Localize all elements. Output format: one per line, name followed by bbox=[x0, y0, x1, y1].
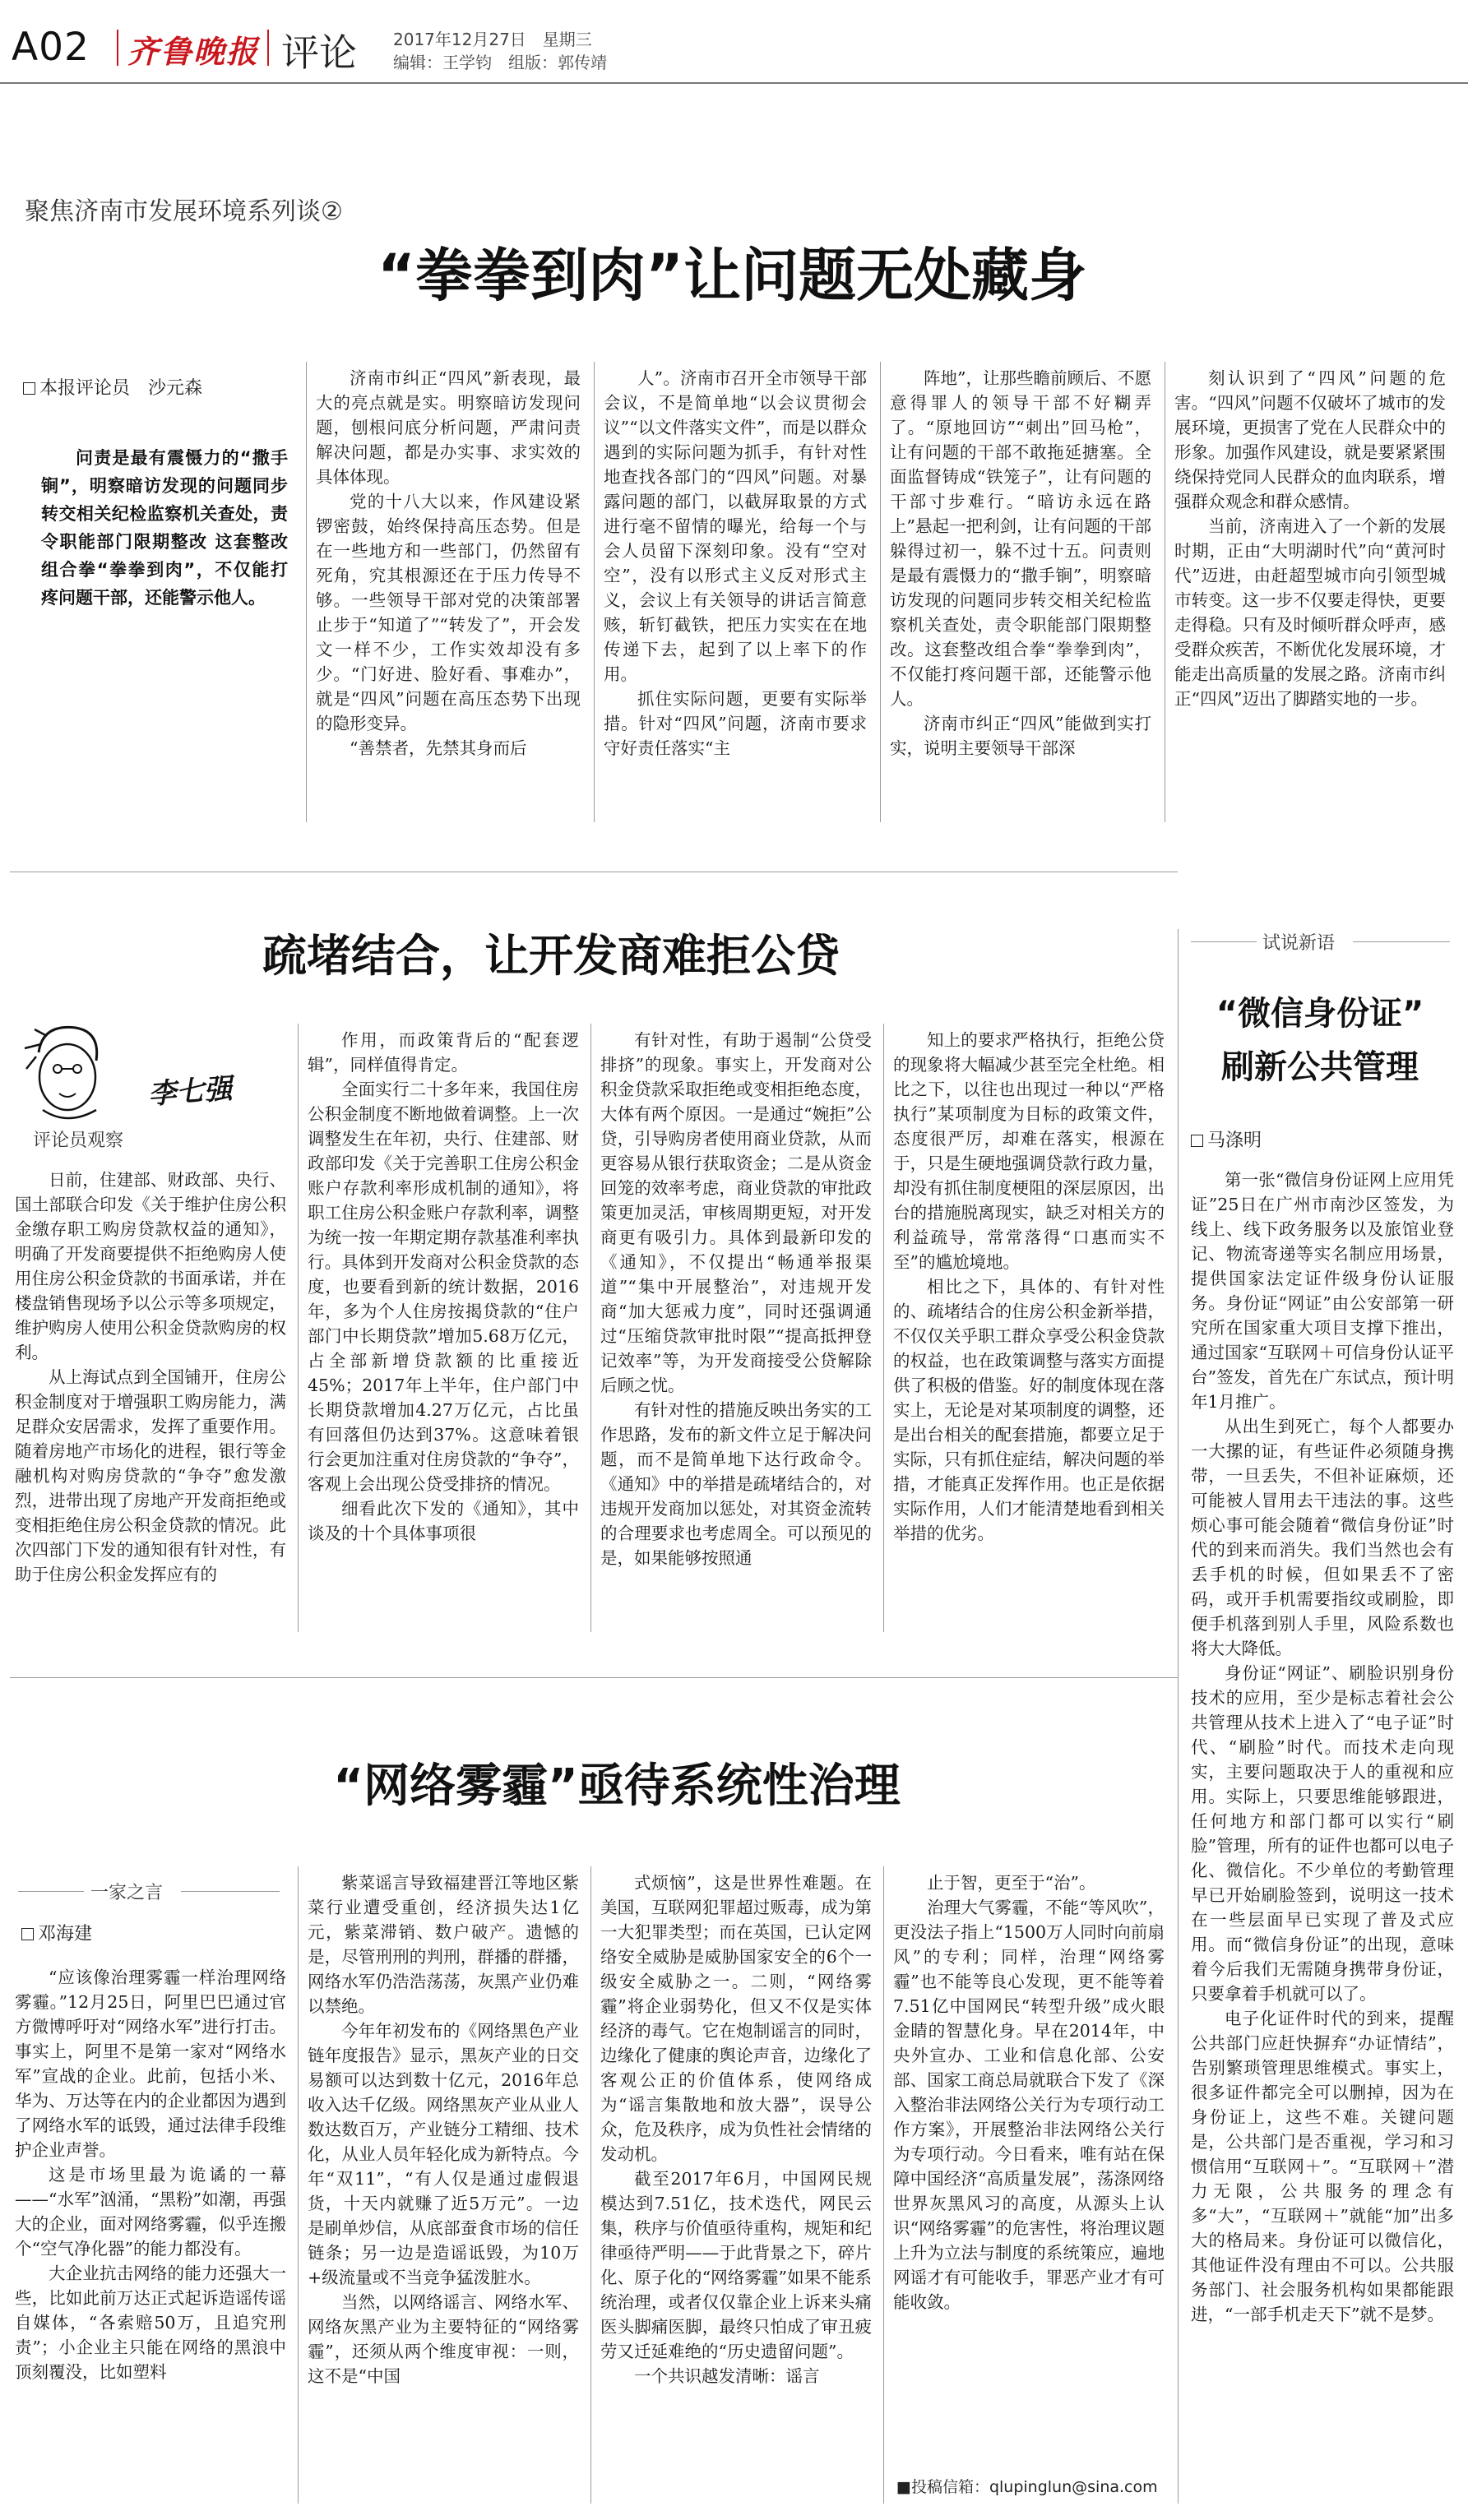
label-rule bbox=[181, 1891, 280, 1892]
paragraph: 济南市纠正“四风”新表现，最大的亮点就是实。明察暗访发现问题，刨根问底分析问题，严肃问责解决问题，都是办实事、求实效的具体体现。 bbox=[316, 368, 581, 487]
column-rule bbox=[1178, 929, 1179, 2504]
article4-byline: 马涤明 bbox=[1191, 1126, 1262, 1152]
column-rule bbox=[883, 1866, 884, 2504]
label-rule bbox=[1191, 941, 1257, 942]
article1-col4 bbox=[1174, 366, 1446, 822]
paragraph: 当前，济南进入了一个新的发展时期，正由“大明湖时代”向“黄河时代”迈进，由赶超型城市向引领型城市转变。这一步不仅要走得快，更要走得稳。只有及时倾听群众呼声，感受群众疾苦，不断优化发展环境，才能走出高质量的发展之路。济南市纠正“四风”迈出了脚踏实地的一步。 bbox=[1174, 516, 1446, 709]
paragraph: 紫菜谣言导致福建晋江等地区紫菜行业遭受重创，经济损失达1亿元，紫菜滞销、数户破产。遗憾的是，尽管刑刑的判刑，群播的群播，网络水军仍浩浩荡荡，灰黑产业仍难以禁绝。 bbox=[308, 1873, 579, 2016]
byline-box-icon bbox=[21, 1928, 34, 1940]
paragraph: 阵地”，让那些瞻前顾后、不愿意得罪人的领导干部不好糊弄了。“原地回访”“刺出”回马枪”，让有问题的干部不敢拖延搪塞。全面监督铸成“铁笼子”，让有问题的干部寸步难行。“暗访永远在路上”悬起一把利剑，让有问题的干部躲得过初一，躲不过十五。问责则是最有震慑力的“撒手锏”，明察暗访发现的问题同步转交相关纪检监察机关查处，责令职能部门限期整改。这套整改组合拳“拳拳到肉”，不仅能打疼问题干部，还能警示他人。 bbox=[890, 368, 1151, 709]
article2-headline: 疏堵结合，让开发商难拒公贷 bbox=[262, 930, 840, 982]
paragraph: 从上海试点到全国铺开，住房公积金制度对于增强职工购房能力，满足群众安居需求，发挥了重要作用。随着房地产市场化的进程，银行等金融机构对购房贷款的“争夺”愈发激烈，进带出现了房地产开发商拒绝或变相拒绝住房公积金贷款的情况。此次四部门下发的通知很有针对性，有助于住房公积金发挥应有的 bbox=[15, 1367, 286, 1584]
paragraph: 一个共识越发清晰：谣言 bbox=[634, 2366, 820, 2386]
byline-box-icon bbox=[23, 382, 35, 395]
article3-col2 bbox=[308, 1870, 579, 2504]
article1-byline: 本报评论员 沙元森 bbox=[23, 374, 202, 400]
paragraph: 抓住实际问题，更要有实际举措。针对“四风”问题，济南市要求守好责任落实“主 bbox=[604, 689, 867, 758]
article2-column-label: 评论员观察 bbox=[33, 1131, 124, 1151]
article2-col4 bbox=[893, 1028, 1165, 1632]
paragraph: 日前，住建部、财政部、央行、国土部联合印发《关于维护住房公积金缴存职工购房贷款权益的通知》，明确了开发商要提供不拒绝购房人使用住房公积金贷款的书面承诺，并在楼盘销售现场予以公示等多项规定，维护购房人使用公积金贷款购房的权利。 bbox=[15, 1170, 286, 1362]
cartoon-signature: 李七强 bbox=[146, 1072, 234, 1112]
article2-col3 bbox=[600, 1028, 872, 1632]
article3-headline: “网络雾霾”亟待系统性治理 bbox=[333, 1759, 901, 1813]
column-rule bbox=[298, 1866, 299, 2504]
column-rule bbox=[590, 1024, 591, 1632]
paragraph: 治理大气雾霾，不能“等风吹”，更没法子指上“1500万人同时向前扇风”的专利；同样，治理“网络雾霾”也不能等良心发现，更不能等着7.51亿中国网民“转型升级”成火眼金睛的智慧化身。早在2014年，中央外宣办、工业和信息化部、公安部、国家工商总局就联合下发了《深入整治非法网络公关行为专项行动工作方案》，开展整治非法网络公关行为专项行动。今日看来，唯有站在保障中国经济“高质量发展”，荡涤网络世界灰黑风习的高度，从源头上认识“网络雾霾”的危害性，将治理议题上升为立法与制度的系统策应，遍地网谣才有可能收手，罪恶产业才有可能收敛。 bbox=[893, 1898, 1165, 2312]
paragraph: 作用，而政策背后的“配套逻辑”，同样值得肯定。 bbox=[308, 1030, 579, 1075]
paragraph: 刻认识到了“四风”问题的危害。“四风”问题不仅破坏了城市的发展环境，更损害了党在人民群众中的形象。加强作风建设，就是要紧紧围绕保持党同人民群众的血肉联系，增强群众观念和群众感情。 bbox=[1174, 368, 1446, 511]
paragraph: 有针对性，有助于遏制“公贷受排挤”的现象。事实上，开发商对公积金贷款采取拒绝或变相拒绝态度，大体有两个原因。一是通过“婉拒”公贷，引导购房者使用商业贷款，从而更容易从银行获取资金；二是从资金回笼的效率考虑，商业贷款的审批政策更加灵活，审核周期更短，对开发商更有吸引力。具体到最新印发的《通知》，不仅提出“畅通举报渠道”“集中开展整治”，对违规开发商“加大惩戒力度”，同时还强调通过“压缩贷款审批时限”“提高抵押登记效率”等，为开发商接受公贷解除后顾之忧。 bbox=[600, 1030, 872, 1395]
article4-headline-2: 刷新公共管理 bbox=[1221, 1048, 1419, 1086]
page-number: A02 bbox=[12, 25, 90, 70]
article1-col1 bbox=[316, 366, 581, 822]
label-rule bbox=[1353, 941, 1450, 942]
article4-column-label: 试说新语 bbox=[1262, 933, 1336, 954]
paragraph: 当然，以网络谣言、网络水军、网络灰黑产业为主要特征的“网络雾霾”，还须从两个维度审视：一则，这不是“中国 bbox=[308, 2292, 579, 2386]
article2-col2 bbox=[308, 1028, 579, 1632]
article2-col1 bbox=[15, 1168, 286, 1632]
paragraph: 全面实行二十多年来，我国住房公积金制度不断地做着调整。上一次调整发生在年初，央行、住建部、财政部印发《关于完善职工住房公积金账户存款利率形成机制的通知》，将职工住房公积金账户存款利率，调整为统一按一年期定期存款基准利率执行。具体到开发商对公积金贷款的态度，也要看到新的统计数据，2016年，多为个人住房按揭贷款的“住户部门中长期贷款”增加5.68万亿元，占全部新增贷款额的比重接近45%；2017年上半年，住户部门中长期贷款增加4.27万亿元，占比虽有回落但仍达到37%。这意味着银行会更加注重对住房贷款的“争夺”，客观上会出现公贷受排挤的情况。 bbox=[308, 1080, 579, 1494]
paragraph: 从出生到死亡，每个人都要办一大摞的证，有些证件必须随身携带，一旦丢失，不但补证麻烦，还可能被人冒用去干违法的事。这些烦心事可能会随着“微信身份证”时代的到来而消失。我们当然也会有丢手机的时候，但如果丢不了密码，或开手机需要指纹或刷脸，即便手机落到别人手里，风险系数也将大大降低。 bbox=[1191, 1417, 1454, 1658]
article3-column-label: 一家之言 bbox=[90, 1883, 164, 1903]
paragraph: 人”。济南市召开全市领导干部会议，不是简单地“以会议贯彻会议”“以文件落实文件”，而是以群众遇到的实际问题为抓手，有针对性地查找各部门的“四风”问题。对暴露问题的部门，以截屏取景的方式进行毫不留情的曝光，给每一个与会人员留下深刻印象。没有“空对空”，没有以形式主义反对形式主义，会议上有关领导的讲话言简意赅，斩钉截铁，把压力实实在在地传递下去，起到了以上率下的作用。 bbox=[604, 368, 867, 684]
paragraph: 身份证“网证”、刷脸识别身份技术的应用，至少是标志着社会公共管理从技术上进入了“电子证”时代、“刷脸”时代。而技术走向现实，主要问题取决于人的重视和应用。实际上，只要思维能够跟进，任何地方和部门都可以实行“刷脸”管理，所有的证件也都可以电子化、微信化。不少单位的考勤管理早已开始刷脸签到，说明这一技术在一些层面早已实现了普及式应用。而“微信身份证”的出现，意味着今后我们无需随身携带身份证，只要拿着手机就可以了。 bbox=[1191, 1663, 1454, 2004]
paragraph: “善禁者，先禁其身而后 bbox=[350, 738, 527, 758]
article3-col3 bbox=[600, 1870, 872, 2504]
paragraph: 有针对性的措施反映出务实的工作思路，发布的新文件立足于解决问题，而不是简单地下达行政命令。《通知》中的举措是疏堵结合的，对违规开发商加以惩处，对其资金流转的合理要求也考虑周全。可以预见的是，如果能够按照通 bbox=[600, 1400, 872, 1568]
section-title: 评论 bbox=[281, 30, 357, 75]
paragraph: 第一张“微信身份证网上应用凭证”25日在广州市南沙区签发，为线上、线下政务服务以及旅馆业登记、物流寄递等实名制应用场景，提供国家法定证件级身份认证服务。身份证“网证”由公安部第一研究所在国家重大项目支撑下推出，通过国家“互联网＋可信身份认证平台”签发，首先在广东试点，预计明年1月推广。 bbox=[1191, 1170, 1454, 1412]
section-rule bbox=[10, 1677, 1178, 1678]
paragraph: 济南市纠正“四风”能做到实打实，说明主要领导干部深 bbox=[890, 714, 1151, 758]
column-rule bbox=[594, 362, 595, 822]
editors-line: 编辑：王学钧 组版：郭传靖 bbox=[393, 53, 607, 72]
submission-email: ■投稿信箱：qlupinglun@sina.com bbox=[896, 2478, 1158, 2496]
header-divider bbox=[117, 30, 118, 66]
paragraph: 大企业抗击网络的能力还强大一些，比如此前万达正式起诉造谣传谣自媒体，“各索赔50万，且追究刑责”；小企业主只能在网络的黑浪中顶刻覆没，比如塑料 bbox=[15, 2263, 286, 2382]
header-rule bbox=[0, 82, 1468, 84]
paragraph: 知上的要求严格执行，拒绝公贷的现象将大幅减少甚至完全杜绝。相比之下，以往也出现过一种以“严格执行”某项制度为目标的政策文件，态度很严厉，却难在落实，根源在于，只是生硬地强调贷款行政力量，却没有抓住制度梗阻的深层原因，出台的措施脱离现实，缺乏对相关方的利益疏导，常常落得“口惠而实不至”的尴尬境地。 bbox=[893, 1030, 1165, 1272]
label-rule bbox=[18, 1891, 84, 1892]
issue-date: 2017年12月27日 星期三 bbox=[393, 30, 592, 49]
article4-body bbox=[1191, 1168, 1454, 2504]
article1-col3 bbox=[890, 366, 1151, 822]
column-rule bbox=[590, 1866, 591, 2504]
column-rule bbox=[883, 1024, 884, 1632]
paragraph: 这是市场里最为诡谲的一幕——“水军”汹涌，“黑粉”如潮，再强大的企业，面对网络雾霾，似乎连搬个“空气净化器”的能力都没有。 bbox=[15, 2165, 286, 2259]
column-rule bbox=[298, 1024, 299, 1632]
header-divider-2 bbox=[267, 30, 269, 66]
article3-byline: 邓海建 bbox=[21, 1920, 92, 1945]
article3-col4 bbox=[893, 1870, 1165, 2475]
series-label: 聚焦济南市发展环境系列谈② bbox=[25, 197, 343, 226]
column-rule bbox=[306, 362, 307, 822]
byline-box-icon bbox=[1191, 1135, 1203, 1147]
paragraph: 细看此次下发的《通知》，其中谈及的十个具体事项很 bbox=[308, 1499, 579, 1543]
paragraph: 党的十八大以来，作风建设紧锣密鼓，始终保持高压态势。但是在一些地方和一些部门，仍然留有死角，究其根源还在于压力传导不够。一些领导干部对党的决策部署止步于“知道了”“转发了”，开会发文一样不少，工作实效却没有多少。“门好进、脸好看、事难办”，就是“四风”问题在高压态势下出现的隐形变异。 bbox=[316, 492, 581, 733]
column-rule bbox=[880, 362, 881, 822]
article1-lead: 问责是最有震慑力的“撒手锏”，明察暗访发现的问题同步转交相关纪检监察机关查处，责令职能部门限期整改 这套整改组合拳“拳拳到肉”，不仅能打疼问题干部，还能警示他人。 bbox=[41, 448, 288, 608]
article1-headline: “拳拳到肉”让问题无处藏身 bbox=[377, 242, 1086, 309]
paragraph: 今年年初发布的《网络黑色产业链年度报告》显示，黑灰产业的日交易额可以达到数十亿元，2016年总收入达千亿级。网络黑灰产业从业人数达数百万，产业链分工精细、技术化，从业人员年轻化成为新特点。今年“双11”，“有人仅是通过虚假退货，十天内就赚了近5万元”。一边是刷单炒信，从底部蚕食市场的信任链条；另一边是造谣诋毁，为10万+级流量或不当竞争猛泼脏水。 bbox=[308, 2021, 579, 2287]
paragraph: 止于智，更至于“治”。 bbox=[927, 1873, 1096, 1893]
masthead-logo: 齐鲁晚报 bbox=[127, 33, 260, 70]
paragraph: 电子化证件时代的到来，提醒公共部门应赶快摒弃“办证情结”，告别繁琐管理思维模式。事实上，很多证件都完全可以删掉，因为在身份证上，这些不难。关键问题是，公共部门是否重视，学习和习惯信用“互联网＋”。“互联网＋”潜力无限，公共服务的理念有多“大”，“互联网＋”就能“加”出多大的格局来。身份证可以微信化，其他证件没有理由不可以。公共服务部门、社会服务机构如果都能跟进，“一部手机走天下”就不是梦。 bbox=[1191, 2009, 1454, 2324]
article1-col2 bbox=[604, 366, 867, 822]
article4-headline-1: “微信身份证” bbox=[1216, 995, 1424, 1033]
paragraph: 相比之下，具体的、有针对性的、疏堵结合的住房公积金新举措，不仅仅关乎职工群众享受公积金贷款的权益，也在政策调整与落实方面提供了积极的借鉴。好的制度体现在落实上，无论是对某项制度的调整，还是出台相关的配套措施，都要立足于实际，只有抓住症结，解决问题的举措，才能真正发挥作用。也正是依据实际作用，人们才能清楚地看到相关举措的优劣。 bbox=[893, 1277, 1165, 1543]
paragraph: 式烦恼”，这是世界性难题。在美国，互联网犯罪超过贩毒，成为第一大犯罪类型；而在英国，已认定网络安全威胁是威胁国家安全的6个一级安全威胁之一。二则，“网络雾霾”将企业弱势化，但又不仅是实体经济的毒气。它在炮制谣言的同时，边缘化了健康的舆论声音，边缘化了客观公正的价值体系，使网络成为“谣言集散地和放大器”，误导公众，危及秩序，成为负性社会情绪的发动机。 bbox=[600, 1873, 872, 2164]
paragraph: 截至2017年6月，中国网民规模达到7.51亿，技术迭代，网民云集，秩序与价值亟待重构，规矩和纪律亟待严明——于此背景之下，碎片化、原子化的“网络雾霾”如果不能系统治理，或者仅仅靠企业上诉来头痛医头脚痛医脚，最终只怕成了审丑疲劳又迁延难绝的“历史遗留问题”。 bbox=[600, 2169, 872, 2361]
article3-col1 bbox=[15, 1965, 286, 2504]
paragraph: “应该像治理雾霾一样治理网络雾霾。”12月25日，阿里巴巴通过官方微博呼吁对“网络水军”进行打击。事实上，阿里不是第一家对“网络水军”宣战的企业。此前，包括小米、华为、万达等在内的企业都因为遇到了网络水军的诋毁，通过法律手段维护企业声誉。 bbox=[15, 1967, 286, 2160]
